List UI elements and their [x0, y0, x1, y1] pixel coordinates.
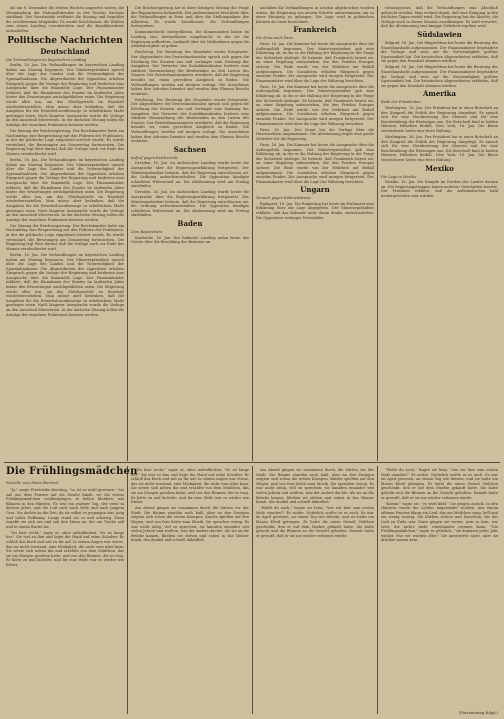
feuilleton-title: Die Frühlingsmädchen — [6, 466, 138, 477]
subheading: Die Lage in Mexiko — [381, 174, 417, 179]
section-heading-sachsen: Sachsen — [173, 144, 207, 154]
feuilleton-column-3 — [256, 468, 374, 714]
column-rule — [252, 6, 253, 461]
section-heading-suedslawien: Südslawien — [417, 29, 462, 39]
column-2 — [131, 6, 249, 460]
feuilleton-column-4 — [381, 468, 498, 706]
section-heading-mexiko: Mexiko — [425, 163, 454, 173]
story-text: "Weißt du noch," fragte sie leise, "wie wir hier zum ersten Male standen?" Er nickte. Natürlich wußte er es noch. Es war im April gewesen, an einem Tag wie diesem, und sie hatte ein blaues Kleid getragen. Er hatte ihr einen Strauß Veilchen geschenkt, den er auf dem Markte gekauft hatte. Sie hatte gelacht und die Blumen an ihr Gesicht gehalten. Damals hatte er gewußt, daß er sie nie wieder verlassen würde. — [381, 468, 498, 500]
article-text: Karlsruhe, 16. Jan. Der badische Landtag nahm heute das Gesetz über die Besoldung der Beamten an. — [131, 235, 249, 245]
section-heading-amerika: Amerika — [422, 89, 457, 99]
section-heading-frankreich: Frankreich — [293, 25, 337, 35]
feuilleton-byline: Novelle von Hans Bertsch — [6, 480, 59, 485]
article-text: Belgrad, 16. Jan. Die Skupschtina hat heute die Beratung des Staatshaushalts aufgenommen. Der Finanzminister begründete die Vorlage und wies auf die Notwendigkeit größter Sparsamkeit hin. Die kroatischen Abgeordneten erklärten, daß sie gegen den Haushalt stimmen würden. — [381, 65, 498, 88]
column-3 — [256, 6, 374, 460]
article-text: Berlin, 16. Jan. Die Verhandlungen im bayerischen Landtag haben am Montag begonnen. Der Ministerpräsident sprach über die Lage des Landes und die Notwendigkeit der Sparmaßnahmen. Die Abgeordneten der Opposition erhoben Einspruch gegen die Vorlage der Regierung und forderten eine Aussprache über die finanzielle Lage. Der Finanzminister erklärte, daß die Einnahmen des Staates im laufenden Jahre hinter den Erwartungen zurückgeblieben seien. Die Regierung werde alles tun, um das Gleichgewicht im Haushalt wiederherzustellen. Man müsse aber bedenken, daß die Ausgaben für die Erwerbslosenfürsorge in erheblichem Maße gestiegen seien. Nach längerer Aussprache wurde die Vorlage an den Ausschuß überwiesen. In der nächsten Sitzung sollen die Anträge der einzelnen Fraktionen beraten werden. — [6, 158, 124, 222]
section-heading-baden: Baden — [177, 218, 203, 228]
story-text: Am Abend gingen sie zusammen durch die Gärten vor der Stadt. Die Bäume standen noch kahl, aber an den Zweigen zeigten sich schon die ersten Knospen. Kinder spielten auf den Wegen, und von fern hörte man Musik. Sie sprachen wenig. Es war nicht nötig, viel zu sprechen; sie kannten einander seit vielen Jahren und wußten, was der andere dachte. Als sie an die Brücke kamen, blieben sie stehen und sahen in das Wasser hinab, das dunkel und schnell dahinfloß. — [131, 506, 249, 543]
section-heading-ungarn: Ungarn — [300, 185, 330, 195]
column-rule — [377, 6, 378, 461]
subheading: Aufruf gegen Reichsrecht — [131, 155, 178, 160]
article-text: vorausgesetzt, daß die Verhandlungen zum Abschluß gebracht werden. Man rechnet damit, daß eine Einigung in den nächsten Tagen erzielt wird. Die Regierung hat die Absicht, die Vorlage noch in dieser Session einzubringen. Es wird erwartet, daß die Abstimmung eine knappe Mehrheit ergeben wird. — [381, 6, 498, 29]
story-text: "Weißt du noch," fragte sie leise, "wie wir hier zum ersten Male standen?" Er nickte. Natürlich wußte er es noch. Es war im April gewesen, an einem Tag wie diesem, und sie hatte ein blaues Kleid getragen. Er hatte ihr einen Strauß Veilchen geschenkt, den er auf dem Markte gekauft hatte. Sie hatte gelacht und die Blumen an ihr Gesicht gehalten. Damals hatte er gewußt, daß er sie nie wieder verlassen würde. — [256, 506, 374, 538]
story-text: "Du hast recht," sagte er, ohne aufzublicken. "Es ist lange her." Sie trat zu ihm und legte die Hand auf seine Schulter. Er schloß das Buch und sah zu ihr auf. In seinen Augen war etwas, das sie nicht verstand, eine Müdigkeit, die nicht vom Alter kam. Sie setzte sich neben ihn und erzählte von dem Mädchen, das sie am Morgen gesehen hatte, und von den Blumen, die es trug. Er hörte zu und lächelte, und für eine Weile war es wieder wie früher. — [6, 530, 124, 567]
subheading: Rede des Präsidenten — [381, 100, 421, 105]
article-text: Die Sitzung der Reichsregierung. Der Reichskanzler hatte am Nachmittag eine Besprechung mit den Führern der Fraktionen, in der die politische Lage eingehend erörtert wurde. Es wurde vereinbart, die Beratungen am Donnerstag fortzusetzen. Die Regierung legt Wert darauf, daß die Vorlage noch vor Ende des Monats verabschiedet wird. — [6, 128, 124, 156]
article-text: Dresden, 16. Jan. Im sächsischen Landtag wurde heute die Aussprache über die Regierungserklärung fortgesetzt. Der Ministerpräsident betonte, daß die Regierung entschlossen sei, die Ordnung aufrechtzuerhalten. Die Opposition kündigte schärfsten Widerstand an. Die Abstimmung wird am Freitag stattfinden. — [131, 190, 249, 218]
column-rule — [377, 466, 378, 714]
story-text: "Komm," sagte sie, "es wird kühl." Sie gingen zurück. In den Häusern waren die Lichter angezündet worden. Aus einem offenen Fenster klang ein Lied, das ein Mädchen sang, hell und ein wenig traurig. Sie blieben stehen und lauschten, bis das Lied zu Ende war. Dann gingen sie weiter, Arm in Arm, wie zwei, die nichts mehr voneinander trennen kann. "Die Frühlingsmädchen," sagte er plötzlich, "sie kommen jedes Jahr wieder. Nur wir werden älter." Sie antwortete nicht, aber sie drückte seinen Arm. — [381, 501, 498, 543]
article-text: Paris, 16. Jan. Die Kammer hat heute die Aussprache über die Außenpolitik begonnen. Der Ministerpräsident gab eine Erklärung ab, in der er die Haltung der Regierung in der Frage der Sicherheit darlegte. Er betonte, daß Frankreich bereit sei, an einer Regelung mitzuwirken, die den Frieden Europas sichere. Die Rede wurde von der Mehrheit mit Beifall aufgenommen. Die Sozialisten erhoben Einspruch gegen einzelne Punkte. Die Aussprache wird morgen fortgesetzt. Der Finanzminister wird über die Lage der Währung berichten. — [256, 142, 374, 184]
column-rule — [252, 466, 253, 714]
subheading: Zum Reparations — [131, 229, 163, 234]
article-text: Die Reichsregierung hat in ihrer heutigen Sitzung die Frage der Reparationen behandelt. Der Außenminister berichtete über die Verhandlungen in Paris und über die Stellungnahme der Alliierten. Es wurde beschlossen, die Verhandlungen fortzusetzen. — [131, 6, 249, 29]
section-heading-politische: Politische Nachrichten — [7, 35, 123, 46]
section-heading-deutschland: Deutschland — [40, 46, 90, 56]
story-text: "Du hast recht," sagte er, ohne aufzublicken. "Es ist lange her." Sie trat zu ihm und legte die Hand auf seine Schulter. Er schloß das Buch und sah zu ihr auf. In seinen Augen war etwas, das sie nicht verstand, eine Müdigkeit, die nicht vom Alter kam. Sie setzte sich neben ihn und erzählte von dem Mädchen, das sie am Morgen gesehen hatte, und von den Blumen, die es trug. Er hörte zu und lächelte, und für eine Weile war es wieder wie früher. — [131, 468, 249, 505]
article-text: Paris, 16. Jan. Der Senat hat die Vorlage über die Heeresreform angenommen. Die Abstimmung ergab eine große Mehrheit für die Regierung. — [256, 127, 374, 141]
column-4 — [381, 6, 498, 460]
story-text: Am Abend gingen sie zusammen durch die Gärten vor der Stadt. Die Bäume standen noch kahl, aber an den Zweigen zeigten sich schon die ersten Knospen. Kinder spielten auf den Wegen, und von fern hörte man Musik. Sie sprachen wenig. Es war nicht nötig, viel zu sprechen; sie kannten einander seit vielen Jahren und wußten, was der andere dachte. Als sie an die Brücke kamen, blieben sie stehen und sahen in das Wasser hinab, das dunkel und schnell dahinfloß. — [256, 468, 374, 505]
article-text: Reichstag. Die Beratung des Haushalts wurde fortgesetzt. Der Abgeordnete der Deutschnationalen sprach sich gegen die Erhöhung der Steuern aus und verlangte eine Senkung der Ausgaben. Der Vertreter der Sozialdemokraten forderte eine stärkere Heranziehung der Besitzenden zu den Lasten des Staates. Der Reichsfinanzminister erwiderte, daß die Regierung bemüht sei, einen gerechten Ausgleich zu finden. Die Verhandlungen wurden auf morgen vertagt. Die Ausschüsse haben ihre Arbeiten beendet und werden dem Plenum Bericht erstatten. — [131, 97, 249, 144]
article-text: als am 8. Dezember die letzten Wochen angesetzt waren, die Versammlung der Nationalliberalen in der Provinz Sachsen stattfand. Der Vorsitzende eröffnete die Sitzung und begrüßte die erschienenen Mitglieder. Es wurde beschlossen, die Wahlen zum neuen Landtag vorzubereiten und die Kandidatenliste aufzustellen. — [6, 6, 124, 33]
article-text: Mexiko, 16. Jan. Die Kämpfe im Norden des Landes dauern an. Die Regierungstruppen haben mehrere Ortschaften besetzt. Der Präsident erklärte, daß die Aufständischen bald niedergeworfen sein würden. — [381, 180, 498, 198]
article-text: Washington, 16. Jan. Der Präsident hat in einer Botschaft an den Kongreß die Politik der Regierung dargelegt. Er sprach sich für eine Herabsetzung der Steuern und für eine Beschränkung der Rüstungen aus. Die Botschaft fand in beiden Häusern lebhaften Beifall. New York, 16. Jan. Die Börse verzeichnete heute eine feste Haltung. — [381, 135, 498, 163]
article-text: Washington, 16. Jan. Der Präsident hat in einer Botschaft an den Kongreß die Politik der Regierung dargelegt. Er sprach sich für eine Herabsetzung der Steuern und für eine Beschränkung der Rüstungen aus. Die Botschaft fand in beiden Häusern lebhaften Beifall. New York, 16. Jan. Die Börse verzeichnete heute eine feste Haltung. — [381, 106, 498, 133]
article-text: Budapest, 16. Jan. Die Regierung hat heute im Parlament eine Erklärung über die Lage abgegeben. Der Ministerpräsident erklärte, daß das Kabinett nicht daran denke, zurückzutreten. Die Opposition verlangte Neuwahlen. — [256, 201, 374, 220]
subheading: Versuch gegen Kabinettskrise — [256, 196, 311, 201]
article-text: nachdem die Verhandlungen in London abgebrochen worden waren, die Regierung von neuem Schritte unternommen, um zu einer Einigung zu gelangen. Die Lage wird in politischen Kreisen als ernst bezeichnet. — [256, 6, 374, 24]
article-text: Dresden, 16. Jan. Im sächsischen Landtag wurde heute die Aussprache über die Regierungserklärung fortgesetzt. Der Ministerpräsident betonte, daß die Regierung entschlossen sei, die Ordnung aufrechtzuerhalten. Die Opposition kündigte schärfsten Widerstand an. Die Abstimmung wird am Freitag stattfinden. — [131, 161, 249, 189]
story-text: "Ja," sagte Friederike Kersting, "so ist es wohl gewesen." Sie sah aus dem Fenster auf die Straße hinab, wo die ersten Frühlingsmädchen vorübergingen, in hellen Kleidern, mit Blumen in den Händen. Es war ein warmer Tag, der erste in diesem Jahre, und die Luft roch nach Erde und nach jungem Gras. Sie dachte an die Zeit, da sie selbst so gegangen war, jung und voller Hoffnung. Lange stand sie so und schwieg. Dann wandte sie sich um und sah den Mann an, der am Tische saß und in einem Buche las. — [6, 488, 124, 529]
article-text: Reichstag. Die Beratung des Haushalts wurde fortgesetzt. Der Abgeordnete der Deutschnationalen sprach sich gegen die Erhöhung der Steuern aus und verlangte eine Senkung der Ausgaben. Der Vertreter der Sozialdemokraten forderte eine stärkere Heranziehung der Besitzenden zu den Lasten des Staates. Der Reichsfinanzminister erwiderte, daß die Regierung bemüht sei, einen gerechten Ausgleich zu finden. Die Verhandlungen wurden auf morgen vertagt. Die Ausschüsse haben ihre Arbeiten beendet und werden dem Plenum Bericht erstatten. — [131, 50, 249, 96]
section-rule — [4, 462, 500, 463]
article-text: Paris, 16. Jan. Die Kammer hat heute die Aussprache über die Außenpolitik begonnen. Der Ministerpräsident gab eine Erklärung ab, in der er die Haltung der Regierung in der Frage der Sicherheit darlegte. Er betonte, daß Frankreich bereit sei, an einer Regelung mitzuwirken, die den Frieden Europas sichere. Die Rede wurde von der Mehrheit mit Beifall aufgenommen. Die Sozialisten erhoben Einspruch gegen einzelne Punkte. Die Aussprache wird morgen fortgesetzt. Der Finanzminister wird über die Lage der Währung berichten. — [256, 41, 374, 83]
column-1 — [6, 6, 124, 460]
article-text: Berlin, 16. Jan. Die Verhandlungen im bayerischen Landtag haben am Montag begonnen. Der Ministerpräsident sprach über die Lage des Landes und die Notwendigkeit der Sparmaßnahmen. Die Abgeordneten der Opposition erhoben Einspruch gegen die Vorlage der Regierung und forderten eine Aussprache über die finanzielle Lage. Der Finanzminister erklärte, daß die Einnahmen des Staates im laufenden Jahre hinter den Erwartungen zurückgeblieben seien. Die Regierung werde alles tun, um das Gleichgewicht im Haushalt wiederherzustellen. Man müsse aber bedenken, daß die Ausgaben für die Erwerbslosenfürsorge in erheblichem Maße gestiegen seien. Nach längerer Aussprache wurde die Vorlage an den Ausschuß überwiesen. In der nächsten Sitzung sollen die Anträge der einzelnen Fraktionen beraten werden. — [6, 63, 124, 127]
subheading: Die Verhandlungen im bayerischen Landtag — [6, 57, 87, 62]
article-text: Die Sitzung der Reichsregierung. Der Reichskanzler hatte am Nachmittag eine Besprechung mit den Führern der Fraktionen, in der die politische Lage eingehend erörtert wurde. Es wurde vereinbart, die Beratungen am Donnerstag fortzusetzen. Die Regierung legt Wert darauf, daß die Vorlage noch vor Ende des Monats verabschiedet wird. — [6, 223, 124, 251]
article-text: Paris, 16. Jan. Die Kammer hat heute die Aussprache über die Außenpolitik begonnen. Der Ministerpräsident gab eine Erklärung ab, in der er die Haltung der Regierung in der Frage der Sicherheit darlegte. Er betonte, daß Frankreich bereit sei, an einer Regelung mitzuwirken, die den Frieden Europas sichere. Die Rede wurde von der Mehrheit mit Beifall aufgenommen. Die Sozialisten erhoben Einspruch gegen einzelne Punkte. Die Aussprache wird morgen fortgesetzt. Der Finanzminister wird über die Lage der Währung berichten. — [256, 84, 374, 126]
article-text: Kommunistische Interpellation. Die Kommunisten haben im Landtag eine Interpellation eingebracht, in der sie die Regierung auffordern, Auskunft über die Maßnahmen gegen die Arbeitslosigkeit zu geben. — [131, 30, 249, 49]
subheading: Die Krise nach Paris — [256, 36, 294, 41]
feuilleton-column-1 — [6, 488, 124, 714]
column-rule — [127, 6, 128, 461]
article-text: Berlin, 16. Jan. Die Verhandlungen im bayerischen Landtag haben am Montag begonnen. Der Ministerpräsident sprach über die Lage des Landes und die Notwendigkeit der Sparmaßnahmen. Die Abgeordneten der Opposition erhoben Einspruch gegen die Vorlage der Regierung und forderten eine Aussprache über die finanzielle Lage. Der Finanzminister erklärte, daß die Einnahmen des Staates im laufenden Jahre hinter den Erwartungen zurückgeblieben seien. Die Regierung werde alles tun, um das Gleichgewicht im Haushalt wiederherzustellen. Man müsse aber bedenken, daß die Ausgaben für die Erwerbslosenfürsorge in erheblichem Maße gestiegen seien. Nach längerer Aussprache wurde die Vorlage an den Ausschuß überwiesen. In der nächsten Sitzung sollen die Anträge der einzelnen Fraktionen beraten werden. — [6, 252, 124, 317]
feuilleton-column-2 — [131, 468, 249, 714]
article-text: Belgrad, 16. Jan. Die Skupschtina hat heute die Beratung des Staatshaushalts aufgenommen. Der Finanzminister begründete die Vorlage und wies auf die Notwendigkeit größter Sparsamkeit hin. Die kroatischen Abgeordneten erklärten, daß sie gegen den Haushalt stimmen würden. — [381, 40, 498, 64]
column-rule — [127, 466, 128, 714]
continuation-note: (Fortsetzung folgt.) — [458, 710, 498, 715]
